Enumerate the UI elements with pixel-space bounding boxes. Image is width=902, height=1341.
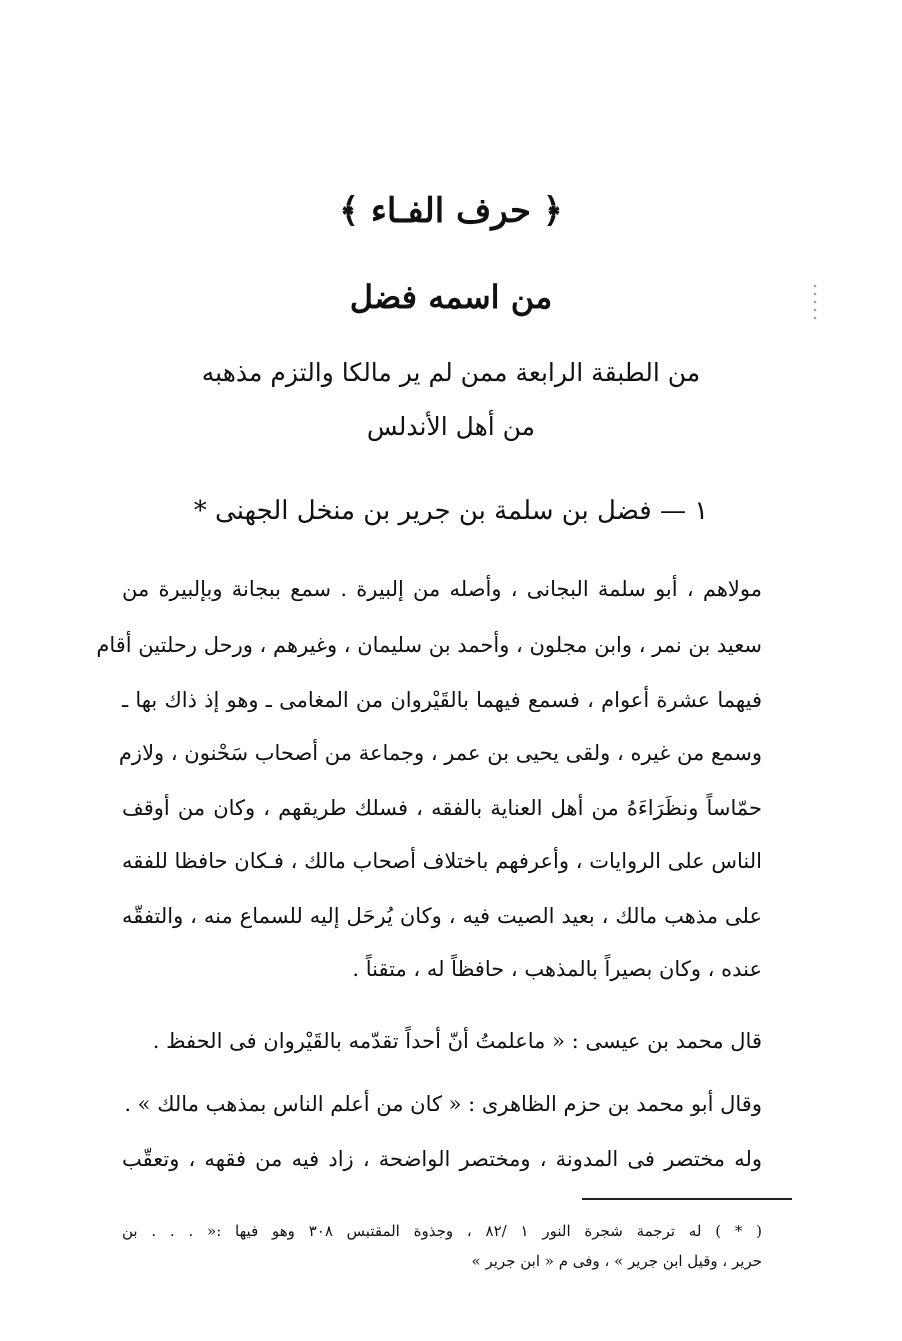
- body-line: قال محمد بن عيسى : « ماعلمتُ أنّ أحداً تقدّمه بالقَيْروان فى الحفظ .: [152, 1029, 762, 1053]
- body-line: عنده ، وكان بصيراً بالمذهب ، حافظاً له ، متقناً .: [352, 957, 762, 981]
- body-line: سعيد بن نمر ، وابن مجلون ، وأحمد بن سليمان ، وغيرهم ، ورحل رحلتين أقام: [96, 633, 762, 657]
- body-line: حمّاساً ونظَرَاءَهُ من أهل العناية بالفقه ، فسلك طريقهم ، وكان من أوقف: [122, 796, 762, 820]
- body-line: وسمع من غيره ، ولقى يحيى بن عمر ، وجماعة من أصحاب سَحْنون ، ولازم: [118, 741, 762, 765]
- name-heading: من اسمه فضل: [349, 278, 553, 316]
- body-line: وله مختصر فى المدونة ، ومختصر الواضحة ، زاد فيه من فقهه ، وتعقّب: [122, 1147, 762, 1171]
- entry-title: ١ — فضل بن سلمة بن جرير بن منخل الجهنى *: [193, 496, 709, 526]
- letter-heading: ﴿ حرف الفـاء ﴾: [339, 191, 563, 231]
- footnote-line-2: حرير ، وقيل ابن جرير » ، وفى م « ابن جرير »: [471, 1252, 762, 1270]
- body-line: على مذهب مالك ، بعيد الصيت فيه ، وكان يُرحَل إليه للسماع منه ، والتفقّه: [122, 904, 762, 928]
- footnote-line-1: ( * ) له ترجمة شجرة النور ١ /٨٢ ، وجذوة المقتبس ٣٠٨ وهو فيها :« . . . بن: [122, 1222, 762, 1240]
- body-line: فيهما عشرة أعوام ، فسمع فيهما بالقَيْروان من المغامى ـ وهو إذ ذاك بها ـ: [122, 688, 762, 712]
- body-line: مولاهم ، أبو سلمة البجانى ، وأصله من إلبيرة . سمع ببجانة وبإلبيرة من: [122, 577, 762, 601]
- class-heading-line-2: من أهل الأندلس: [366, 412, 536, 441]
- body-line: الناس على الروايات ، وأعرفهم باختلاف أصحاب مالك ، فـكان حافظا للفقه: [122, 849, 762, 873]
- footnote-divider: [582, 1198, 792, 1200]
- body-line: وقال أبو محمد بن حزم الظاهرى : « كان من أعلم الناس بمذهب مالك » .: [124, 1092, 762, 1116]
- class-heading-line-1: من الطبقة الرابعة ممن لم ير مالكا والتزم مذهبه: [201, 358, 701, 387]
